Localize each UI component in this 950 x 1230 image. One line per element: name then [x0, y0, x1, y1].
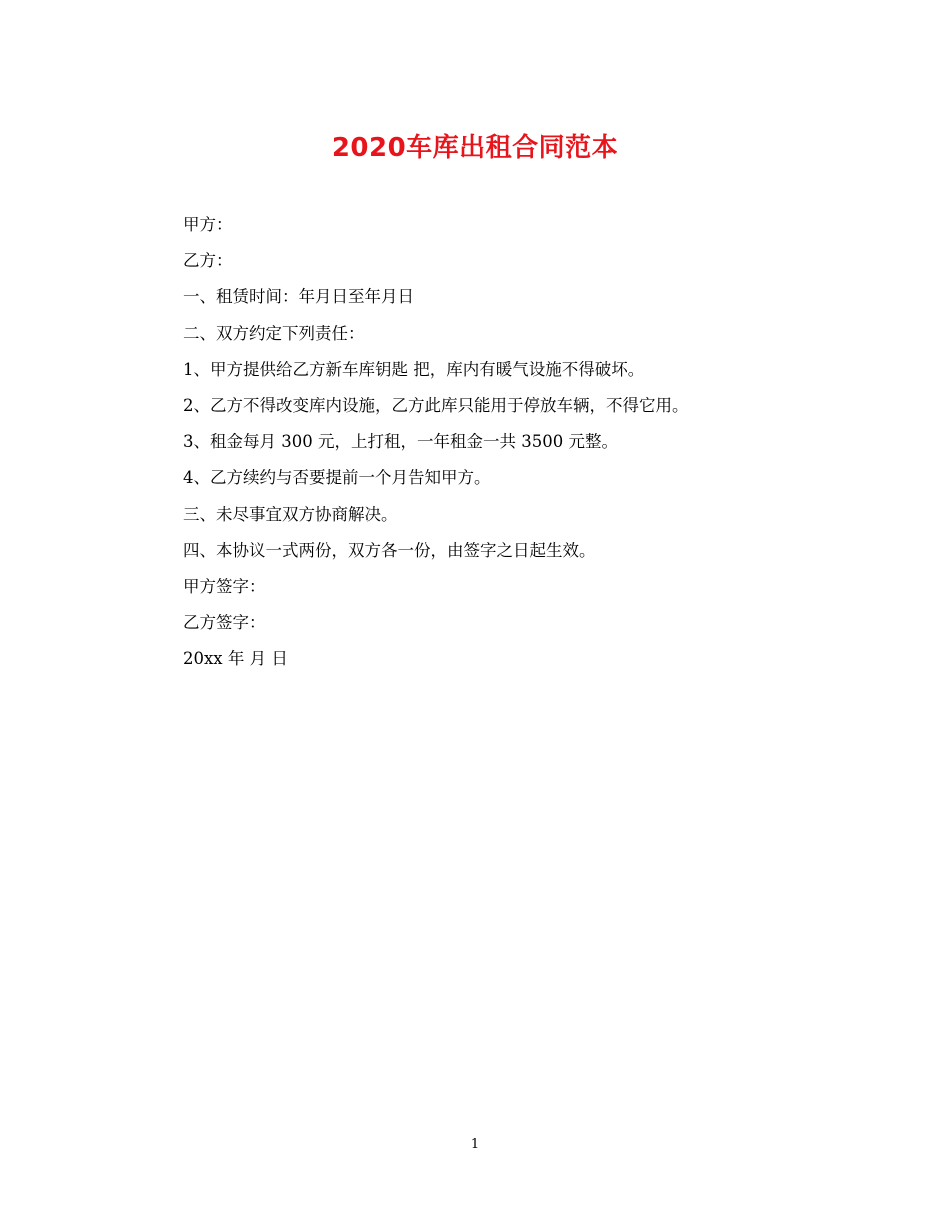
responsibility-item-2: 2、乙方不得改变库内设施，乙方此库只能用于停放车辆，不得它用。	[183, 395, 689, 415]
party-b-signature-line: 乙方签字：	[183, 613, 266, 633]
document-body	[183, 207, 823, 677]
page-number: 1	[470, 1137, 480, 1152]
party-b-line: 乙方：	[183, 251, 233, 271]
lease-period-clause: 一、租赁时间：年月日至年月日	[183, 287, 414, 307]
party-a-signature-line: 甲方签字：	[183, 576, 266, 596]
document-title: 2020车库出租合同范本	[331, 133, 619, 163]
date-line: 20xx 年 月 日	[183, 649, 288, 669]
responsibility-item-4: 4、乙方续约与否要提前一个月告知甲方。	[183, 468, 491, 488]
responsibilities-heading: 二、双方约定下列责任：	[183, 323, 365, 343]
unresolved-matters-clause: 三、未尽事宜双方协商解决。	[183, 504, 398, 524]
party-a-line: 甲方：	[183, 215, 233, 234]
copies-clause: 四、本协议一式两份，双方各一份，由签字之日起生效。	[183, 540, 596, 560]
responsibility-item-3: 3、租金每月 300 元，上打租，一年租金一共 3500 元整。	[183, 432, 618, 452]
responsibility-item-1: 1、甲方提供给乙方新车库钥匙 把，库内有暖气设施不得破坏。	[183, 359, 645, 379]
